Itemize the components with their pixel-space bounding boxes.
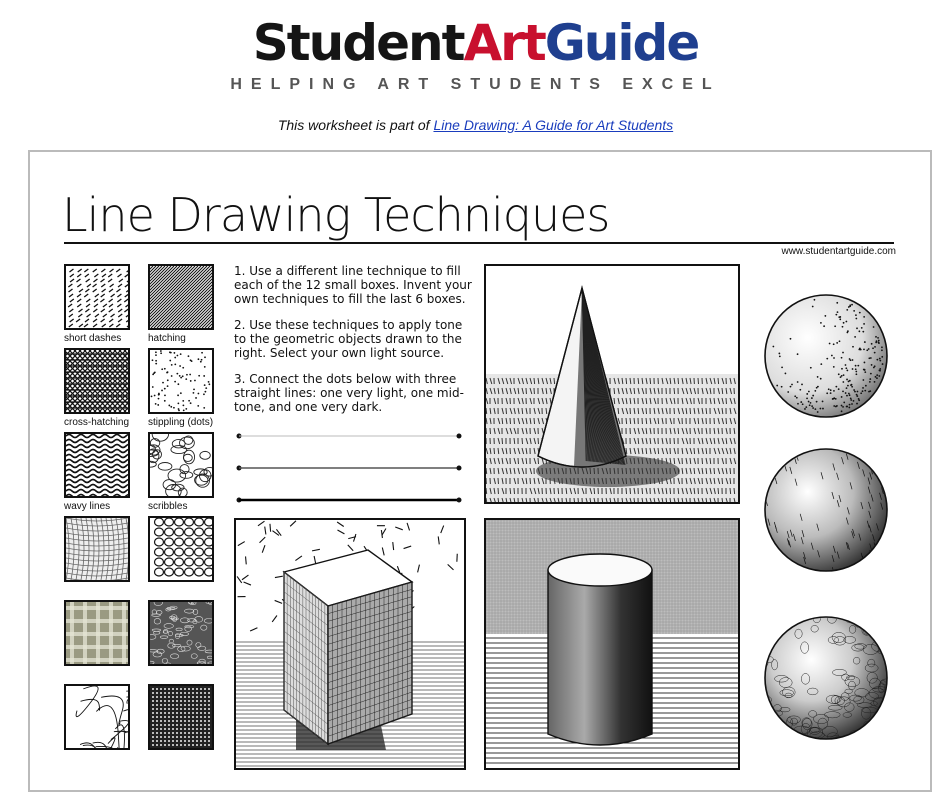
cube-drawing-icon bbox=[236, 520, 464, 768]
dot-line-light[interactable] bbox=[236, 432, 462, 440]
cylinder-panel[interactable] bbox=[484, 518, 740, 770]
swatch-grid-weave[interactable] bbox=[64, 516, 130, 582]
swatch-caption: cross-hatching bbox=[64, 417, 130, 428]
swatch-stippling[interactable] bbox=[148, 348, 214, 414]
logo bbox=[0, 14, 951, 72]
cube-panel[interactable] bbox=[234, 518, 466, 770]
cone-drawing-icon bbox=[486, 266, 738, 502]
logo-part-guide: Guide bbox=[544, 14, 699, 72]
instructions bbox=[234, 264, 474, 426]
intro-prefix: This worksheet is part of bbox=[277, 117, 434, 133]
swatch-cross-hatching[interactable] bbox=[64, 348, 130, 414]
logo-part-art: Art bbox=[463, 14, 545, 72]
swatch-scribbles[interactable] bbox=[148, 432, 214, 498]
logo-wordmark bbox=[0, 14, 951, 72]
swatch-loops[interactable] bbox=[64, 684, 130, 750]
worksheet bbox=[28, 150, 932, 792]
sphere-scribbled-icon[interactable] bbox=[762, 614, 890, 742]
dot-line-dark[interactable] bbox=[236, 496, 462, 504]
swatch-caption: short dashes bbox=[64, 333, 122, 344]
logo-part-student: Student bbox=[252, 14, 464, 72]
swatch-short-dashes[interactable] bbox=[64, 264, 130, 330]
swatch-caption: hatching bbox=[148, 333, 186, 344]
worksheet-title: Line Drawing Techniques bbox=[62, 188, 610, 242]
sphere-hatched-icon[interactable] bbox=[762, 446, 890, 574]
instruction-1: 1. Use a different line technique to fill each of the 12 small boxes. Invent your own techniques to fill the last 6 boxes. bbox=[234, 264, 472, 306]
swatch-hatching[interactable] bbox=[148, 264, 214, 330]
sphere-stippled-icon[interactable] bbox=[762, 292, 890, 420]
instruction-2: 2. Use these techniques to apply tone to the geometric objects drawn to the right. Select your own light source. bbox=[234, 318, 463, 360]
guide-link[interactable]: Line Drawing: A Guide for Art Students bbox=[433, 117, 674, 133]
swatch-caption: stippling (dots) bbox=[148, 417, 214, 428]
swatch-wavy-lines[interactable] bbox=[64, 432, 130, 498]
instruction-3: 3. Connect the dots below with three straight lines: one very light, one mid-tone, and one very dark. bbox=[234, 372, 464, 414]
swatch-dark-grid[interactable] bbox=[148, 684, 214, 750]
cone-panel[interactable] bbox=[484, 264, 740, 504]
swatch-plaid[interactable] bbox=[64, 600, 130, 666]
swatch-dense-scribble[interactable] bbox=[148, 600, 214, 666]
intro-line bbox=[0, 117, 951, 133]
swatch-caption: wavy lines bbox=[64, 501, 111, 512]
swatch-caption: scribbles bbox=[148, 501, 188, 512]
site-url: www.studentartguide.com bbox=[781, 246, 896, 257]
swatch-cells[interactable] bbox=[148, 516, 214, 582]
tagline: HELPING ART STUDENTS EXCEL bbox=[230, 76, 721, 93]
cylinder-drawing-icon bbox=[486, 520, 738, 768]
dot-line-mid[interactable] bbox=[236, 464, 462, 472]
title-rule bbox=[64, 242, 894, 244]
